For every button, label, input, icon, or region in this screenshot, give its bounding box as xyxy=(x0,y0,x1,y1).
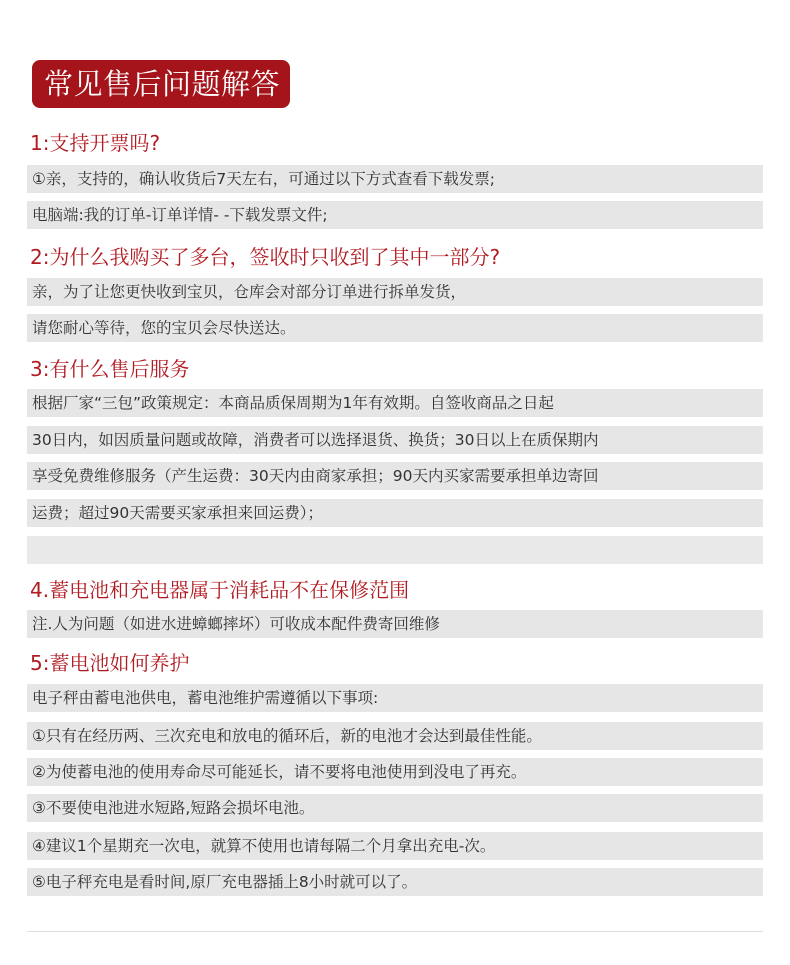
answer-line: ①只有在经历两、三次充电和放电的循环后，新的电池才会达到最佳性能。 xyxy=(27,722,763,750)
question-2: 2:为什么我购买了多台，签收时只收到了其中一部分? xyxy=(30,245,501,269)
answer-line: 30日内，如因质量问题或故障，消费者可以选择退货、换货；30日以上在质保期内 xyxy=(27,426,763,454)
answer-line-blank xyxy=(27,536,763,564)
answer-line: ③不要使电池进水短路,短路会损坏电池。 xyxy=(27,794,763,822)
answer-line: 电子秤由蓄电池供电，蓄电池维护需遵循以下事项: xyxy=(27,684,763,712)
answer-line: ⑤电子秤充电是看时间,原厂充电器插上8小时就可以了。 xyxy=(27,868,763,896)
question-3: 3:有什么售后服务 xyxy=(30,357,190,381)
question-5: 5:蓄电池如何养护 xyxy=(30,651,190,675)
answer-line: ④建议1个星期充一次电，就算不使用也请每隔二个月拿出充电-次。 xyxy=(27,832,763,860)
answer-line: 享受免费维修服务（产生运费：30天内由商家承担；90天内买家需要承担单边寄回 xyxy=(27,462,763,490)
answer-line: ②为使蓄电池的使用寿命尽可能延长，请不要将电池使用到没电了再充。 xyxy=(27,758,763,786)
question-1: 1:支持开票吗? xyxy=(30,131,161,155)
bottom-divider xyxy=(27,931,763,932)
page-title: 常见售后问题解答 xyxy=(32,60,290,108)
answer-line: 注.人为问题（如进水进蟑螂摔坏）可收成本配件费寄回维修 xyxy=(27,610,763,638)
answer-line: 运费；超过90天需要买家承担来回运费）； xyxy=(27,499,763,527)
answer-line: 请您耐心等待，您的宝贝会尽快送达。 xyxy=(27,314,763,342)
answer-line: 根据厂家“三包”政策规定：本商品质保周期为1年有效期。自签收商品之日起 xyxy=(27,389,763,417)
answer-line: 电脑端:我的订单-订单详情- -下载发票文件; xyxy=(27,201,763,229)
answer-line: 亲，为了让您更快收到宝贝，仓库会对部分订单进行拆单发货， xyxy=(27,278,763,306)
answer-line: ①亲，支持的，确认收货后7天左右，可通过以下方式查看下载发票; xyxy=(27,165,763,193)
question-4: 4.蓄电池和充电器属于消耗品不在保修范围 xyxy=(30,578,410,602)
